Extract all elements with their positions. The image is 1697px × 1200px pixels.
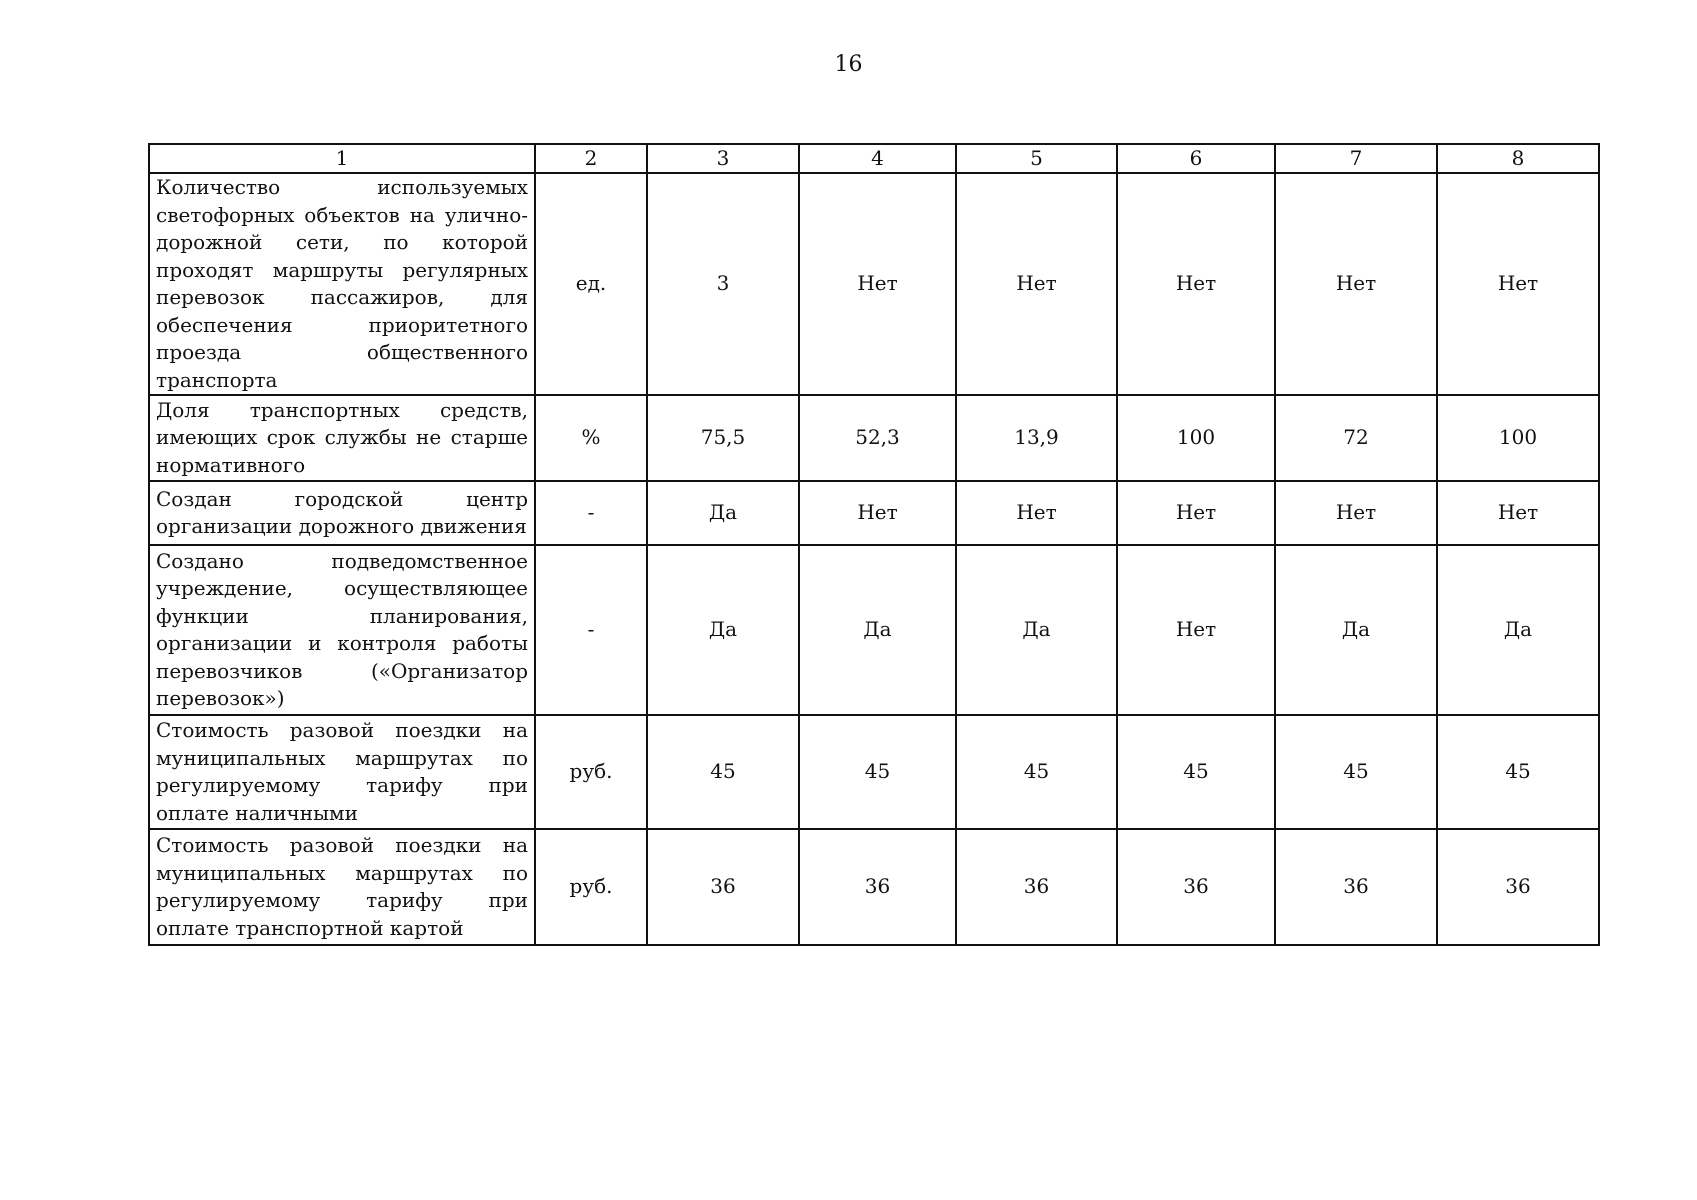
table-row [149,715,1599,829]
column-number: 3 [647,144,799,173]
value-cell: 45 [956,715,1117,829]
value-cell: Да [1275,545,1437,715]
value-cell: Нет [1275,173,1437,395]
page-number: 16 [834,52,863,77]
indicator-description: Количество используемых светофорных объектов на улично-дорожной сети, по которой проходят маршруты регулярных перевозок пассажиров, для обеспечения приоритетного проезда общественного транспорта [149,173,535,395]
value-cell: 45 [1275,715,1437,829]
indicator-description: Доля транспортных средств, имеющих срок службы не старше нормативного [149,395,535,481]
value-cell: 36 [647,829,799,945]
unit-cell: - [535,545,647,715]
column-number: 4 [799,144,956,173]
value-cell: 3 [647,173,799,395]
value-cell: Нет [1117,545,1275,715]
value-cell: 100 [1117,395,1275,481]
indicator-description: Стоимость разовой поездки на муниципальных маршрутах по регулируемому тарифу при оплате наличными [149,715,535,829]
unit-cell: % [535,395,647,481]
column-number: 7 [1275,144,1437,173]
value-cell: Нет [799,173,956,395]
indicator-description: Стоимость разовой поездки на муниципальных маршрутах по регулируемому тарифу при оплате транспортной картой [149,829,535,945]
value-cell: 45 [647,715,799,829]
value-cell: 36 [1437,829,1599,945]
value-cell: 36 [799,829,956,945]
unit-cell: ед. [535,173,647,395]
value-cell: 36 [956,829,1117,945]
indicators-table [148,143,1600,946]
value-cell: 36 [1275,829,1437,945]
value-cell: Да [1437,545,1599,715]
table-row [149,173,1599,395]
value-cell: 75,5 [647,395,799,481]
table-row [149,829,1599,945]
value-cell: Нет [1275,481,1437,545]
value-cell: Нет [956,481,1117,545]
value-cell: 45 [1437,715,1599,829]
value-cell: Да [647,481,799,545]
value-cell: 45 [799,715,956,829]
table-row [149,545,1599,715]
value-cell: Нет [1437,481,1599,545]
table-row [149,481,1599,545]
value-cell: Да [799,545,956,715]
value-cell: Нет [1437,173,1599,395]
value-cell: 45 [1117,715,1275,829]
value-cell: Нет [799,481,956,545]
column-number: 6 [1117,144,1275,173]
unit-cell: - [535,481,647,545]
value-cell: Нет [1117,173,1275,395]
value-cell: 72 [1275,395,1437,481]
column-number: 5 [956,144,1117,173]
value-cell: 13,9 [956,395,1117,481]
column-number: 2 [535,144,647,173]
value-cell: 52,3 [799,395,956,481]
indicator-description: Создано подведомственное учреждение, осуществляющее функции планирования, организации и контроля работы перевозчиков («Организатор перевозок») [149,545,535,715]
table-row [149,395,1599,481]
column-number: 8 [1437,144,1599,173]
value-cell: 36 [1117,829,1275,945]
column-number: 1 [149,144,535,173]
unit-cell: руб. [535,715,647,829]
value-cell: Да [956,545,1117,715]
value-cell: 100 [1437,395,1599,481]
value-cell: Да [647,545,799,715]
value-cell: Нет [956,173,1117,395]
indicator-description: Создан городской центр организации дорожного движения [149,481,535,545]
value-cell: Нет [1117,481,1275,545]
column-number-row [149,144,1599,173]
unit-cell: руб. [535,829,647,945]
